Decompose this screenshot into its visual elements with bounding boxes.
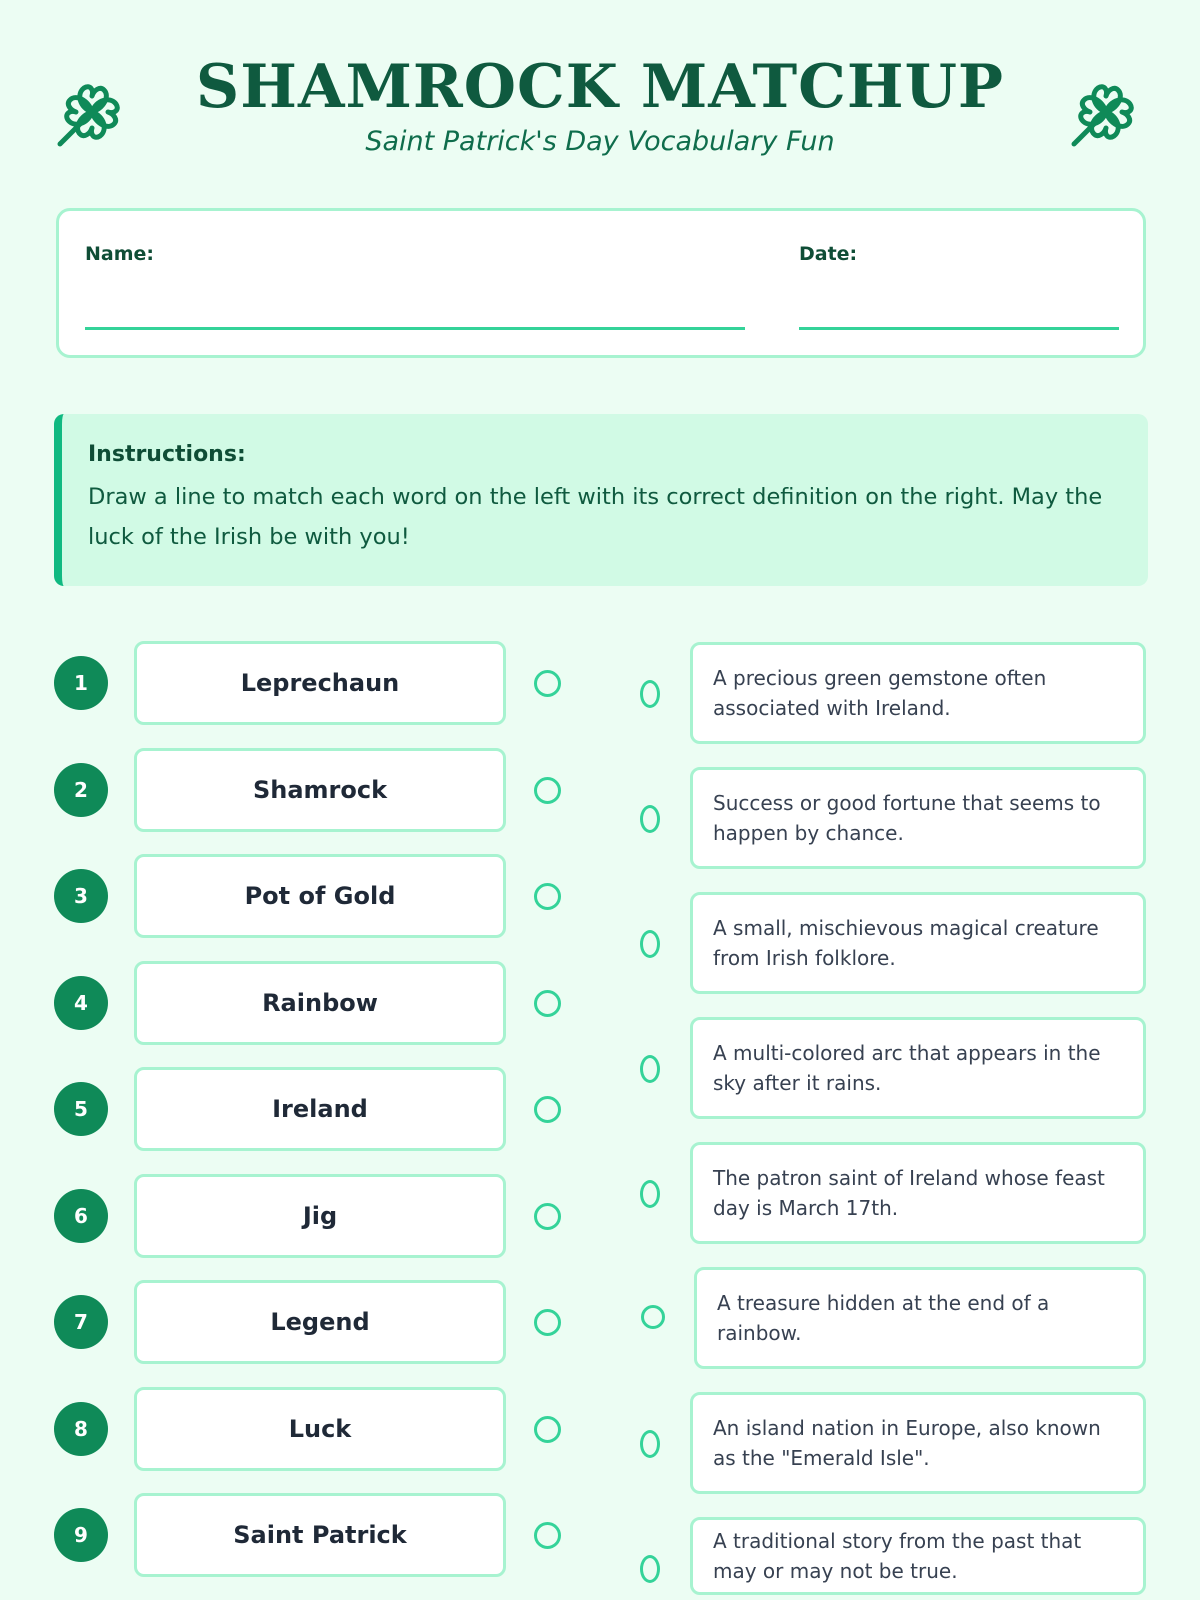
definition-card: A traditional story from the past that may or may not be true. xyxy=(690,1517,1146,1595)
word-card: Rainbow xyxy=(134,961,506,1045)
word-card: Shamrock xyxy=(134,748,506,832)
match-point-right[interactable] xyxy=(640,1430,660,1458)
match-point-left[interactable] xyxy=(534,1416,561,1443)
item-number: 4 xyxy=(54,976,108,1030)
match-point-left[interactable] xyxy=(534,1309,561,1336)
word-card: Saint Patrick xyxy=(134,1493,506,1577)
match-point-right[interactable] xyxy=(640,930,660,958)
match-point-left[interactable] xyxy=(534,1203,561,1230)
student-info-card xyxy=(56,208,1146,358)
definition-card: A treasure hidden at the end of a rainbow. xyxy=(694,1267,1146,1369)
page-subtitle: Saint Patrick's Day Vocabulary Fun xyxy=(365,126,835,157)
date-field[interactable] xyxy=(799,327,1119,330)
instructions-title: Instructions: xyxy=(88,442,246,467)
match-point-left[interactable] xyxy=(534,990,561,1017)
match-point-right[interactable] xyxy=(640,680,660,708)
match-point-left[interactable] xyxy=(534,670,561,697)
definition-card: Success or good fortune that seems to happen by chance. xyxy=(690,767,1146,869)
item-number: 3 xyxy=(54,869,108,923)
match-point-left[interactable] xyxy=(534,1096,561,1123)
word-card: Legend xyxy=(134,1280,506,1364)
name-field[interactable] xyxy=(85,327,745,330)
instructions-box xyxy=(54,414,1148,586)
instructions-text: Draw a line to match each word on the left with its correct definition on the right. May the luck of the Irish be with you! xyxy=(88,484,1103,550)
page-title: SHAMROCK MATCHUP xyxy=(195,52,1005,122)
definition-card: The patron saint of Ireland whose feast day is March 17th. xyxy=(690,1142,1146,1244)
item-number: 9 xyxy=(54,1508,108,1562)
word-card: Pot of Gold xyxy=(134,854,506,938)
name-label: Name: xyxy=(85,243,155,265)
definition-card: A precious green gemstone often associated with Ireland. xyxy=(690,642,1146,744)
match-point-left[interactable] xyxy=(534,883,561,910)
word-card: Ireland xyxy=(134,1067,506,1151)
match-point-right[interactable] xyxy=(640,1555,660,1583)
definition-card: A small, mischievous magical creature from Irish folklore. xyxy=(690,892,1146,994)
match-point-right[interactable] xyxy=(640,805,660,833)
match-point-right[interactable] xyxy=(640,1055,660,1083)
match-point-left[interactable] xyxy=(534,777,561,804)
definition-card: A multi-colored arc that appears in the sky after it rains. xyxy=(690,1017,1146,1119)
match-point-right[interactable] xyxy=(640,1180,660,1208)
word-card: Luck xyxy=(134,1387,506,1471)
word-card: Leprechaun xyxy=(134,641,506,725)
item-number: 2 xyxy=(54,763,108,817)
definition-card: An island nation in Europe, also known as the "Emerald Isle". xyxy=(690,1392,1146,1494)
item-number: 5 xyxy=(54,1082,108,1136)
date-label: Date: xyxy=(799,243,858,265)
match-point-right[interactable] xyxy=(641,1305,665,1329)
item-number: 7 xyxy=(54,1295,108,1349)
item-number: 6 xyxy=(54,1189,108,1243)
item-number: 1 xyxy=(54,656,108,710)
item-number: 8 xyxy=(54,1402,108,1456)
word-card: Jig xyxy=(134,1174,506,1258)
match-point-left[interactable] xyxy=(534,1522,561,1549)
